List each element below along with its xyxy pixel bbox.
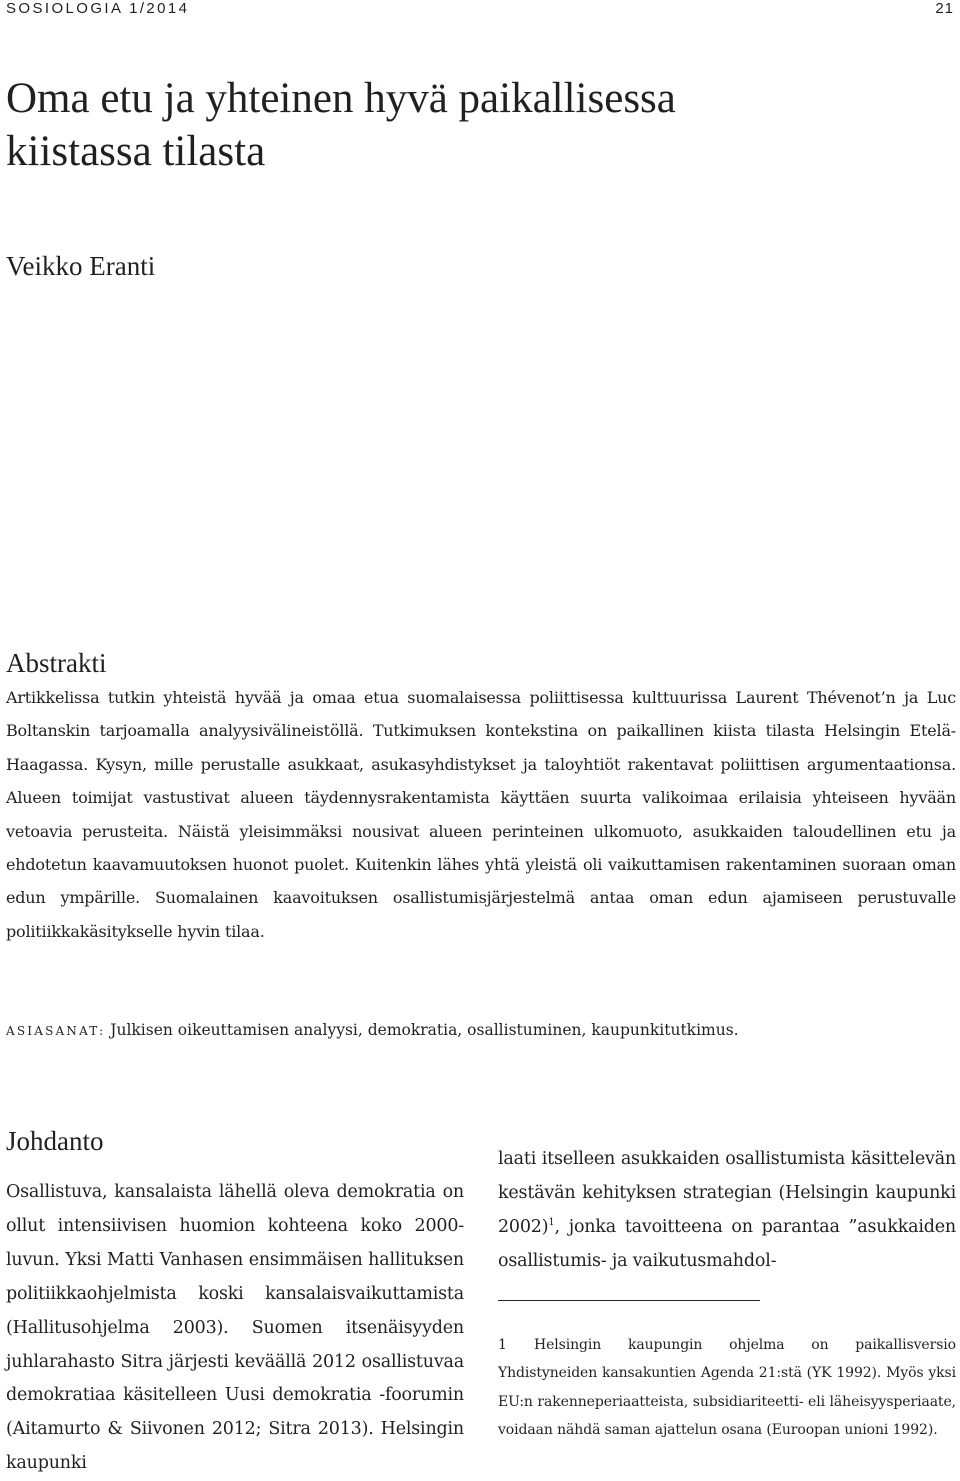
- keywords: [6, 1017, 956, 1044]
- keywords-text: Julkisen oikeuttamisen analyysi, demokratia, osallistuminen, kaupunkitutkimus.: [110, 1021, 739, 1039]
- keywords-label: ASIASANAT:: [6, 1024, 106, 1038]
- right-column-text-start: laati itselleen asukkaiden osallistumista käsittelevän kestävän kehityksen strategian (Helsingin kaupunki 2002): [498, 1149, 956, 1237]
- body-text-right-column: [498, 1143, 956, 1279]
- abstract-heading: Abstrakti: [6, 648, 107, 678]
- body-text-left-column: Osallistuva, kansalaista lähellä oleva demokratia on ollut intensiivisen huomion kohteena koko 2000-luvun. Yksi Matti Vanhasen ensimmäisen hallituksen politiikkaohjelmista koski kansalaisvaikuttamista (Hallitusohjelma 2003). Suomen itsenäisyyden juhlarahasto Sitra järjesti keväällä 2012 osallistuvaa demokratiaa käsitelleen Uusi demokratia -foorumin (Aitamurto & Siivonen 2012; Sitra 2013). Helsingin kaupunki: [6, 1182, 464, 1474]
- running-head: [6, 0, 954, 20]
- footnote-number: 1: [498, 1337, 507, 1353]
- section-heading: Johdanto: [6, 1126, 104, 1156]
- article-title-line-2: kiistassa tilasta: [6, 128, 266, 175]
- author-name: Veikko Eranti: [6, 251, 156, 281]
- article-title-line-1: Oma etu ja yhteinen hyvä paikallisessa: [6, 75, 676, 122]
- footnote-divider: [498, 1300, 760, 1301]
- right-column-text-end: , jonka tavoitteena on parantaa ”asukkaiden osallistumis- ja vaikutusmahdol-: [498, 1216, 956, 1271]
- footnote-text: Helsingin kaupungin ohjelma on paikallisversio Yhdistyneiden kansakuntien Agenda 21:stä (YK 1992). Myös yksi EU:n rakenneperiaatteista, subsidiariteetti- eli läheisyysperiaate, voidaan nähdä saman ajattelun osana (Euroopan unioni 1992).: [498, 1337, 956, 1439]
- journal-issue: SOSIOLOGIA 1/2014: [6, 0, 190, 17]
- footnote: [498, 1331, 956, 1445]
- page-number: 21: [935, 0, 954, 17]
- abstract-text: Artikkelissa tutkin yhteistä hyvää ja omaa etua suomalaisessa poliittisessa kulttuurissa Laurent Thévenot’n ja Luc Boltanskin tarjoamalla analyysivälineistöllä. Tutkimuksen kontekstina on paikallinen kiista tilasta Helsingin Etelä-Haagassa. Kysyn, mille perustalle asukkaat, asukasyhdistykset ja taloyhtiöt rakentavat poliittisen argumentaationsa. Alueen toimijat vastustivat alueen täydennysrakentamista käyttäen suurta valikoimaa erilaisia yhteiseen hyvään vetoavia perusteita. Näistä yleisimmäksi nousivat alueen perinteinen ulkomuoto, asukkaiden taloudellinen etu ja ehdotetun kaavamuutoksen huonot puolet. Kuitenkin lähes yhtä yleistä oli vaikuttamisen rakentaminen suoraan oman edun ympärille. Suomalainen kaavoituksen osallistumisjärjestelmä antaa oman edun ajamiseen perustuvalle politiikkakäsitykselle hyvin tilaa.: [6, 688, 956, 941]
- article-title: [6, 72, 906, 178]
- footnote-reference: 1: [548, 1216, 555, 1228]
